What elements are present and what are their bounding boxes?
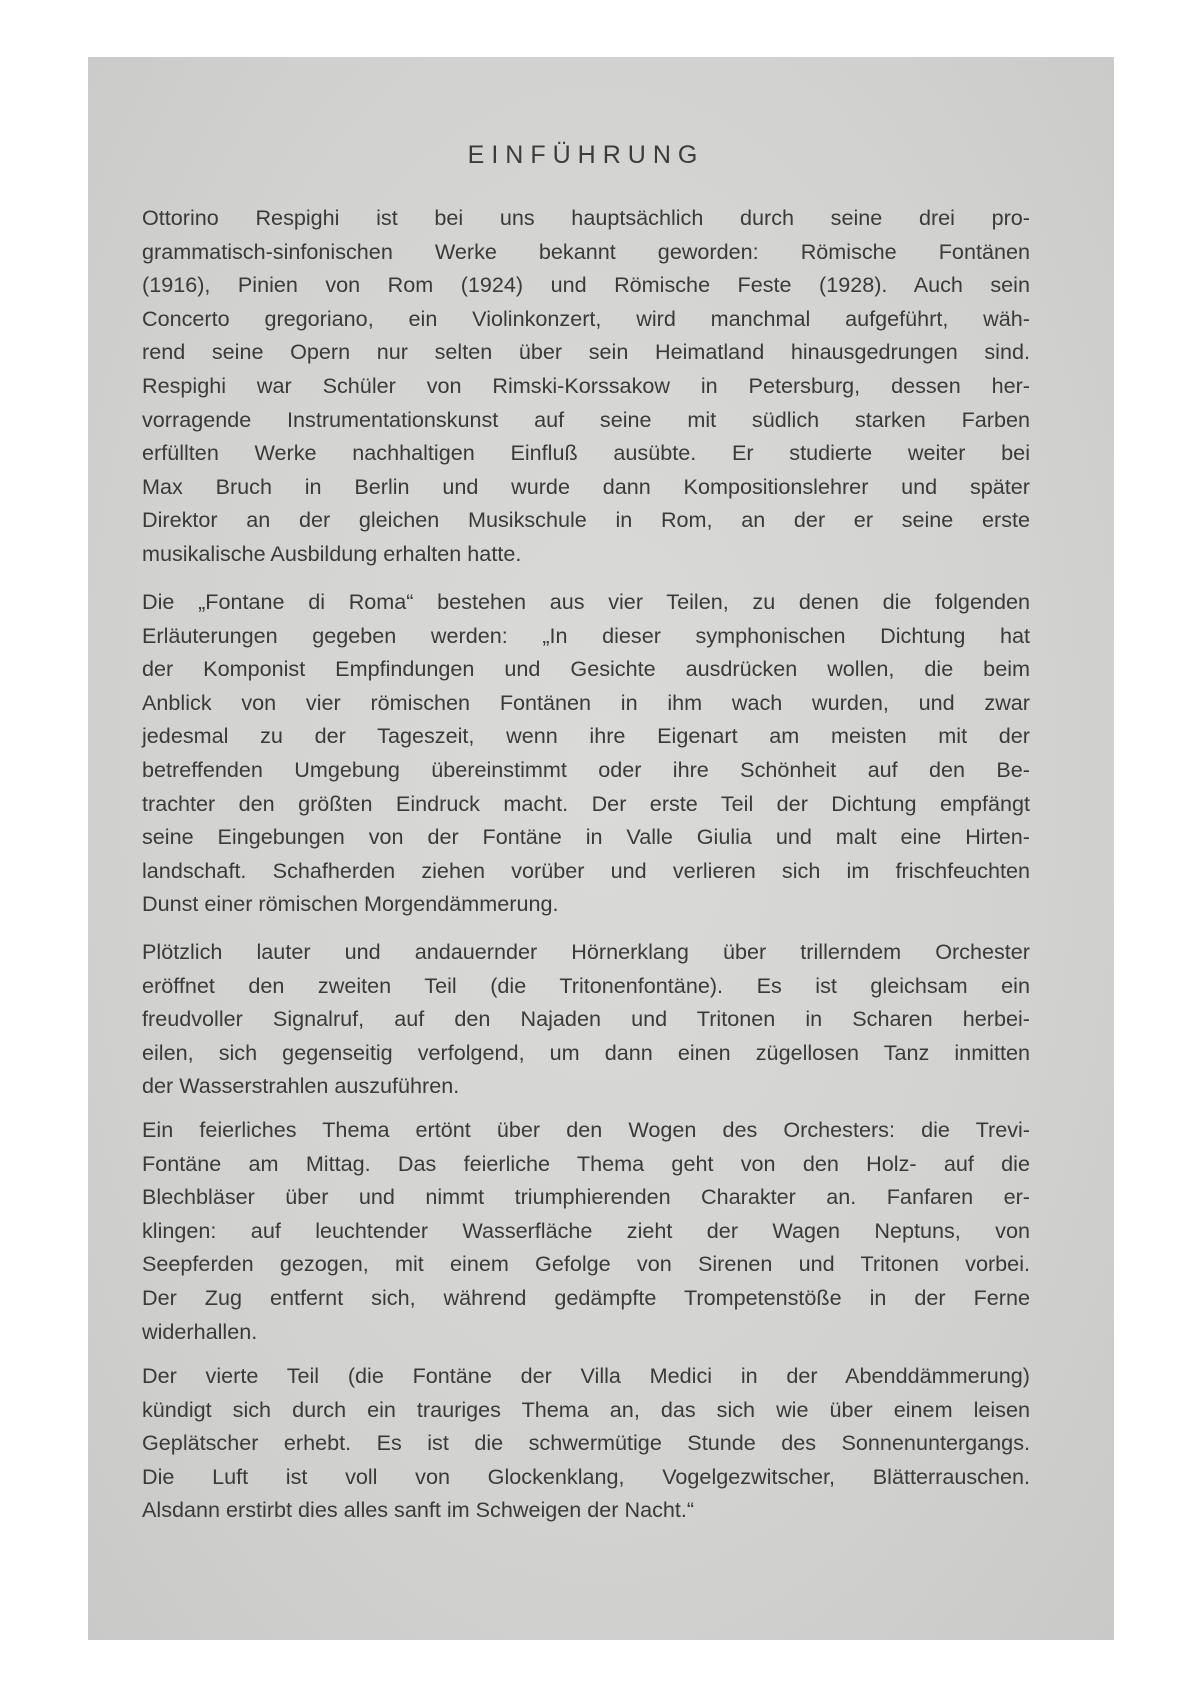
text-line: Der vierte Teil (die Fontäne der Villa Medici in der Abenddämmerung) [142,1363,1030,1388]
text-line: Dunst einer römischen Morgendämmerung. [142,891,559,917]
text-line: Respighi war Schüler von Rimski-Korssakow in Petersburg, dessen her- [142,372,1030,398]
scanned-page [88,57,1114,1640]
text-line: landschaft. Schafherden ziehen vorüber und verlieren sich im frischfeuchten [142,857,1030,883]
paragraph-introduction [142,201,1030,571]
text-line: Plötzlich lauter und andauernder Hörnerklang über trillerndem Orchester [142,939,1030,964]
text-line: Fontäne am Mittag. Das feierliche Thema geht von den Holz- auf die [142,1150,1030,1176]
text-line: Concerto gregoriano, ein Violinkonzert, wird manchmal aufgeführt, wäh- [142,305,1030,331]
text-line: betreffenden Umgebung übereinstimmt oder ihre Schönheit auf den Be- [142,756,1030,782]
text-line: Die Luft ist voll von Glockenklang, Vogelgezwitscher, Blätterrauschen. [142,1463,1030,1489]
paragraph-villa-medici [142,1359,1030,1527]
text-line: trachter den größten Eindruck macht. Der erste Teil der Dichtung empfängt [142,790,1030,816]
page-title: EINFÜHRUNG [467,141,705,169]
paragraph-trevi-fontaene [142,1113,1030,1348]
paragraph-fontane-di-roma [142,585,1030,921]
text-line: eilen, sich gegenseitig verfolgend, um dann einen zügellosen Tanz inmitten [142,1039,1030,1065]
text-line: der Komponist Empfindungen und Gesichte ausdrücken wollen, die beim [142,656,1030,682]
text-line: Blechbläser über und nimmt triumphierenden Charakter an. Fanfaren er- [142,1184,1030,1210]
text-line: Alsdann erstirbt dies alles sanft im Schweigen der Nacht.“ [142,1497,695,1523]
text-line: freudvoller Signalruf, auf den Najaden und Tritonen in Scharen herbei- [142,1006,1030,1032]
text-line: klingen: auf leuchtender Wasserfläche zieht der Wagen Neptuns, von [142,1217,1030,1243]
text-line: seine Eingebungen von der Fontäne in Valle Giulia und malt eine Hirten- [142,824,1030,850]
text-line: Anblick von vier römischen Fontänen in ihm wach wurden, und zwar [142,689,1030,715]
text-line: Erläuterungen gegeben werden: „In dieser symphonischen Dichtung hat [142,622,1030,648]
text-line: Ottorino Respighi ist bei uns hauptsächlich durch seine drei pro- [142,205,1030,230]
text-line: der Wasserstrahlen auszuführen. [142,1073,460,1099]
paragraph-tritonenfontaene [142,935,1030,1103]
text-line: Seepferden gezogen, mit einem Gefolge von Sirenen und Tritonen vorbei. [142,1251,1030,1277]
text-line: jedesmal zu der Tageszeit, wenn ihre Eigenart am meisten mit der [142,723,1030,749]
text-line: kündigt sich durch ein trauriges Thema an, das sich wie über einem leisen [142,1396,1030,1422]
text-line: widerhallen. [142,1318,258,1344]
text-line: grammatisch-sinfonischen Werke bekannt geworden: Römische Fontänen [142,238,1030,264]
text-line: erfüllten Werke nachhaltigen Einfluß ausübte. Er studierte weiter bei [142,440,1030,466]
text-line: Direktor an der gleichen Musikschule in Rom, an der er seine erste [142,507,1030,533]
text-line: Ein feierliches Thema ertönt über den Wogen des Orchesters: die Trevi- [142,1117,1030,1142]
text-line: Max Bruch in Berlin und wurde dann Kompositionslehrer und später [142,473,1030,499]
text-line: (1916), Pinien von Rom (1924) und Römische Feste (1928). Auch sein [142,272,1030,298]
text-line: vorragende Instrumentationskunst auf seine mit südlich starken Farben [142,406,1030,432]
text-line: Die „Fontane di Roma“ bestehen aus vier Teilen, zu denen die folgenden [142,589,1030,614]
text-line: Der Zug entfernt sich, während gedämpfte Trompetenstöße in der Ferne [142,1284,1030,1310]
text-line: rend seine Opern nur selten über sein Heimatland hinausgedrungen sind. [142,339,1030,365]
text-line: eröffnet den zweiten Teil (die Tritonenfontäne). Es ist gleichsam ein [142,972,1030,998]
text-line: musikalische Ausbildung erhalten hatte. [142,540,522,566]
text-line: Geplätscher erhebt. Es ist die schwermütige Stunde des Sonnenuntergangs. [142,1430,1030,1456]
